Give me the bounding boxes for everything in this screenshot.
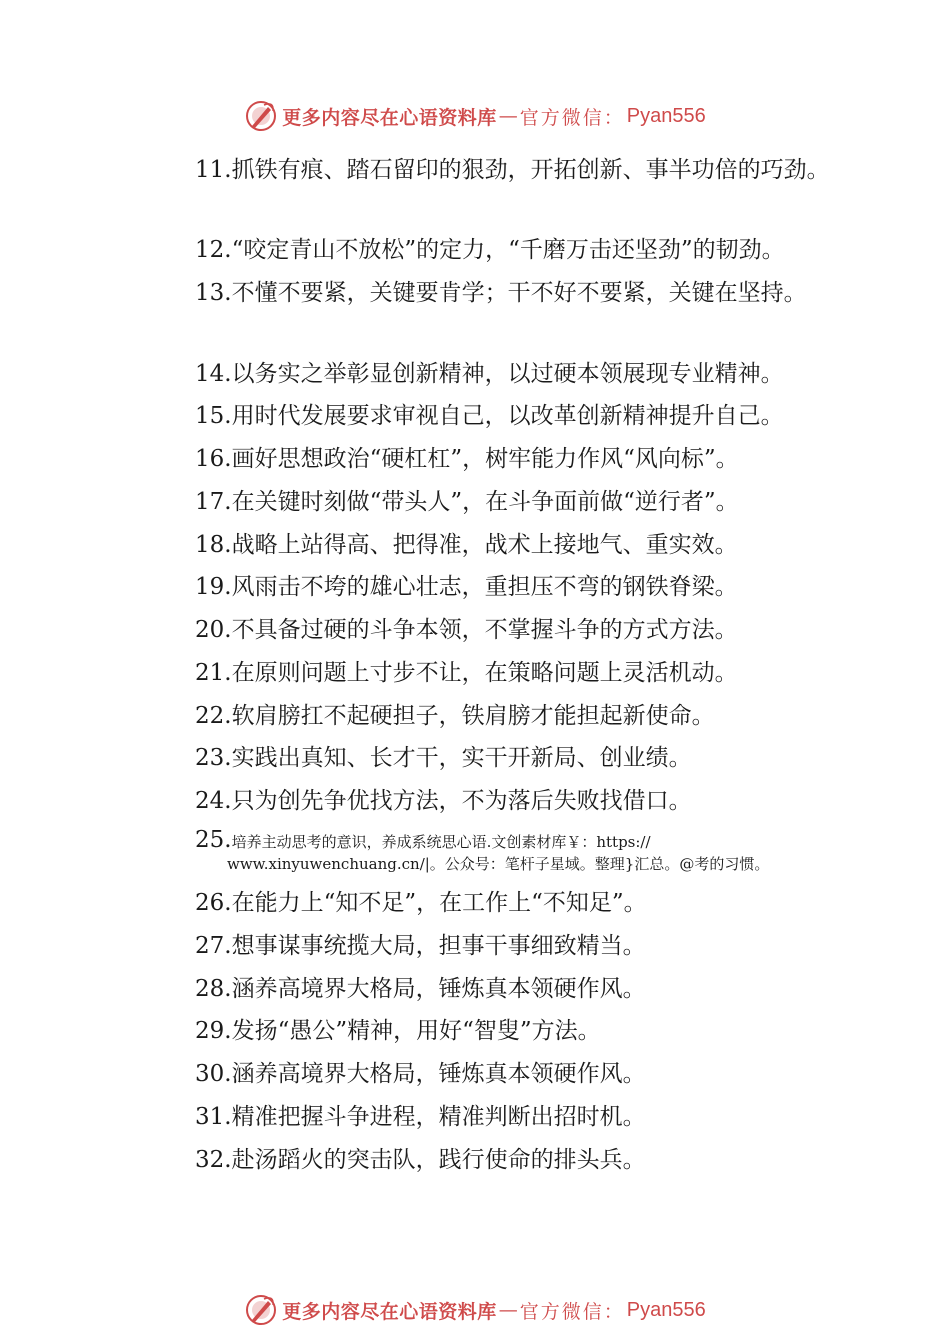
list-item-number: 25.: [195, 827, 232, 853]
banner-contact-id: Pyan556: [626, 1298, 706, 1321]
list-item: 19.风雨击不垮的雄心壮志，重担压不弯的钢铁脊梁。: [195, 574, 738, 600]
list-item: 16.画好思想政治“硬杠杠”，树牢能力作风“风向标”。: [195, 446, 739, 472]
list-item: 30.涵养高境界大格局，锤炼真本领硬作风。: [195, 1061, 646, 1087]
header-banner: [0, 96, 950, 136]
list-item: 27.想事谋事统揽大局，担事干事细致精当。: [195, 933, 646, 959]
list-item: 12.“咬定青山不放松”的定力，“千磨万击还坚劲”的韧劲。: [195, 237, 785, 263]
list-item: 31.精准把握斗争进程，精准判断出招时机。: [195, 1104, 646, 1130]
banner-separator: —: [498, 105, 518, 127]
list-item: 11.抓铁有痕、踏石留印的狠劲，开拓创新、事半功倍的巧劲。: [195, 157, 830, 183]
list-item: 23.实践出真知、长才干，实干开新局、创业绩。: [195, 745, 692, 771]
list-item-25-line1: 培养主动思考的意识，养成系统思心语.文创素材库￥：https://: [231, 833, 651, 851]
list-item: 29.发扬“愚公”精神，用好“智叟”方法。: [195, 1018, 601, 1044]
banner-slogan: 更多内容尽在心语资料库: [282, 106, 497, 129]
list-item: 21.在原则问题上寸步不让，在策略问题上灵活机动。: [195, 660, 738, 686]
quill-seal-icon: [244, 99, 278, 133]
list-item-25-line2: www.xinyuwenchuang.cn/|。公众号：笔杆子星域。整理}汇总。@考的习惯。: [227, 855, 770, 873]
list-item-25: [195, 829, 835, 875]
list-item: 24.只为创先争优找方法，不为落后失败找借口。: [195, 788, 692, 814]
banner-contact-label: 官方微信：: [519, 106, 625, 129]
list-item: 22.软肩膀扛不起硬担子，铁肩膀才能担起新使命。: [195, 703, 715, 729]
banner-contact-id: Pyan556: [626, 104, 706, 127]
quill-seal-icon: [244, 1293, 278, 1327]
list-item: 14.以务实之举彰显创新精神，以过硬本领展现专业精神。: [195, 361, 784, 387]
list-item: 13.不懂不要紧，关键要肯学；干不好不要紧，关键在坚持。: [195, 280, 807, 306]
list-item: 20.不具备过硬的斗争本领，不掌握斗争的方式方法。: [195, 617, 738, 643]
list-item: 32.赴汤蹈火的突击队，践行使命的排头兵。: [195, 1147, 646, 1173]
banner-contact-label: 官方微信：: [519, 1300, 625, 1323]
list-item: 18.战略上站得高、把得准，战术上接地气、重实效。: [195, 532, 738, 558]
footer-banner: [0, 1290, 950, 1330]
list-item: 28.涵养高境界大格局，锤炼真本领硬作风。: [195, 976, 646, 1002]
list-item: 17.在关键时刻做“带头人”，在斗争面前做“逆行者”。: [195, 489, 739, 515]
list-item: 15.用时代发展要求审视自己，以改革创新精神提升自己。: [195, 403, 784, 429]
banner-separator: —: [498, 1299, 518, 1321]
banner-slogan: 更多内容尽在心语资料库: [282, 1300, 497, 1323]
list-item: 26.在能力上“知不足”，在工作上“不知足”。: [195, 890, 647, 916]
